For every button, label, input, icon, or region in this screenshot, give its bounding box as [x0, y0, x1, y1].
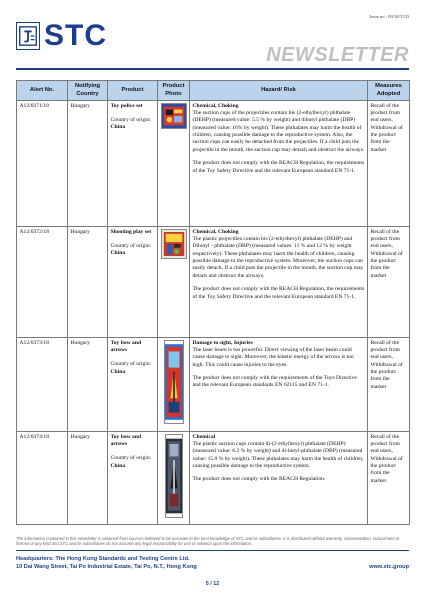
col-product-photo: Product Photo: [158, 81, 190, 101]
footer-divider: [16, 550, 409, 551]
notifying-country: Hungary: [68, 227, 108, 338]
product-cell: [108, 227, 158, 338]
product-photo: [161, 103, 187, 129]
product-name: Toy police set: [110, 102, 143, 109]
hazard-description: The plastic projectiles contain bis (2-ethylhexyl) phthalate (DEHP) and Dibutyl - phthalate (DBP) (measured values: 11 % and 12 % by weight respectively). These phthalates may harm the health of children, causing possible damage to the reproductive system. Moreover, the suction cups can easily detach. If a child puts the projectile in the mouth, the suction cup may detach and obstruct the airways.: [192, 235, 364, 279]
issue-number: Issue no.: 09/18/TCD: [369, 14, 409, 19]
notifying-country: Hungary: [68, 432, 108, 525]
hazard-description: The suction cups of the projectiles contain bis (2-ethylhexyl) phthalate (DEHP) (measured value: 5.5 % by weight) and dibutyl phthalate (DBP) (measured value: 16% by weight). These phthalates may harm the health of children, causing possible damage to the reproductive system. Also, the suction cups can easily be detached from the projectiles. If a child puts the projectile in the mouth, the suction cup may detach and obstruct the airways.: [192, 109, 365, 153]
compliance-note: The product does not comply with the REACH Regulation.: [192, 476, 326, 483]
product-cell: [108, 101, 158, 227]
product-photo: [165, 434, 183, 518]
hazard-type: Chemical, Choking: [192, 102, 239, 109]
origin-value: China: [110, 124, 126, 131]
table-row: [17, 338, 410, 432]
notifying-country: Hungary: [68, 101, 108, 227]
table-header-row: [17, 81, 410, 101]
notifying-country: Hungary: [68, 338, 108, 432]
table-row: [17, 227, 410, 338]
page-number: 5 / 12: [205, 581, 220, 587]
product-photo-cell: [158, 338, 190, 432]
col-product: Product: [108, 81, 158, 101]
measures-adopted: Recall of the product from end users, Withdrawal of the product from the market: [368, 101, 410, 227]
origin-label: Country of origin:: [110, 361, 152, 368]
product-cell: [108, 432, 158, 525]
hazard-cell: [190, 432, 368, 525]
col-measures-adopted: Measures Adopted: [368, 81, 410, 101]
header-divider: [16, 68, 409, 70]
product-name: Toy bow and arrows: [110, 433, 142, 447]
compliance-note: The product does not comply with the REACH Regulation, the requirements of the Toy Safety Directive and the relevant European standard EN 71-1.: [192, 160, 365, 174]
measures-adopted: Recall of the product from end users, Withdrawal of the product from the market: [368, 227, 410, 338]
product-photo: [161, 229, 187, 259]
footer-website-link[interactable]: www.stc.group: [369, 564, 409, 570]
hazard-cell: [190, 227, 368, 338]
col-notifying-country: Notifying Country: [68, 81, 108, 101]
origin-value: China: [110, 368, 126, 375]
footer-headquarters: Headquarters: The Hong Kong Standards and Testing Centre Ltd.: [16, 556, 190, 562]
product-cell: [108, 338, 158, 432]
measures-adopted: Recall of the product from end users, Withdrawal of the product from the market: [368, 432, 410, 525]
origin-label: Country of origin:: [110, 455, 152, 462]
origin-value: China: [110, 462, 126, 469]
hazard-type: Damage to sight, Injuries: [192, 339, 253, 346]
table-row: [17, 432, 410, 525]
origin-label: Country of origin:: [110, 116, 152, 123]
stc-logo-text: STC: [44, 19, 107, 52]
disclaimer: The information contained in this newsletter is obtained from sources believed to be accurate to the best knowledge of STC and its subsidiaries. It is distributed without warranty, representation, inducement or license of any kind and STC and its subsidiaries do not assume any legal responsibility for use or reliance upon the information.: [16, 536, 400, 547]
product-name: Toy bow and arrows: [110, 339, 142, 353]
footer-address: 10 Dai Wang Street, Tai Po Industrial Estate, Tai Po, N.T., Hong Kong: [16, 564, 197, 570]
product-photo-cell: [158, 432, 190, 525]
measures-adopted: Recall of the product from end users, Withdrawal of the product from the market: [368, 338, 410, 432]
product-name: Shooting play set: [110, 228, 152, 235]
col-alert-no: Alert No.: [17, 81, 68, 101]
hazard-description: The plastic suction cups contain di-(2-ethylhexyl) phthalate (DEHP) (measured value: 6.2 % by weight) and di-butyl-phthalate (DBP) (measured value: 15.0 % by weight). These phthalates may harm the health of children, causing possible damage to the reproductive system.: [192, 440, 364, 469]
stc-logo-icon: [16, 22, 40, 50]
product-photo-cell: [158, 101, 190, 227]
hazard-description: The laser beam is too powerful. Direct viewing of the laser beam could cause damage to sight. Moreover, the kinetic energy of the arrows is too high. This could cause injuries to the eyes.: [192, 346, 354, 368]
hazard-cell: [190, 101, 368, 227]
newsletter-title: NEWSLETTER: [266, 44, 409, 66]
hazard-type: Chemical, Choking: [192, 228, 239, 235]
table-row: [17, 101, 410, 227]
alert-no: A12/0373/18: [17, 338, 68, 432]
alert-no: A12/0374/18: [17, 432, 68, 525]
alert-no: A12/0371/18: [17, 101, 68, 227]
col-hazard-risk: Hazard/ Risk: [190, 81, 368, 101]
product-photo: [164, 340, 184, 424]
alert-table: [16, 80, 410, 525]
product-photo-cell: [158, 227, 190, 338]
compliance-note: The product does not comply with the REACH Regulation, the requirements of the Toy Safety Directive and the relevant European standard EN 71-1.: [192, 286, 365, 300]
alert-no: A12/0372/18: [17, 227, 68, 338]
hazard-type: Chemical: [192, 433, 216, 440]
origin-value: China: [110, 250, 126, 257]
origin-label: Country of origin:: [110, 242, 152, 249]
stc-logo-mark: [17, 23, 39, 49]
compliance-note: The product does not comply with the requirements of the Toys Directive and the relevant European standards EN 62115 and EN 71-1.: [192, 375, 357, 389]
hazard-cell: [190, 338, 368, 432]
